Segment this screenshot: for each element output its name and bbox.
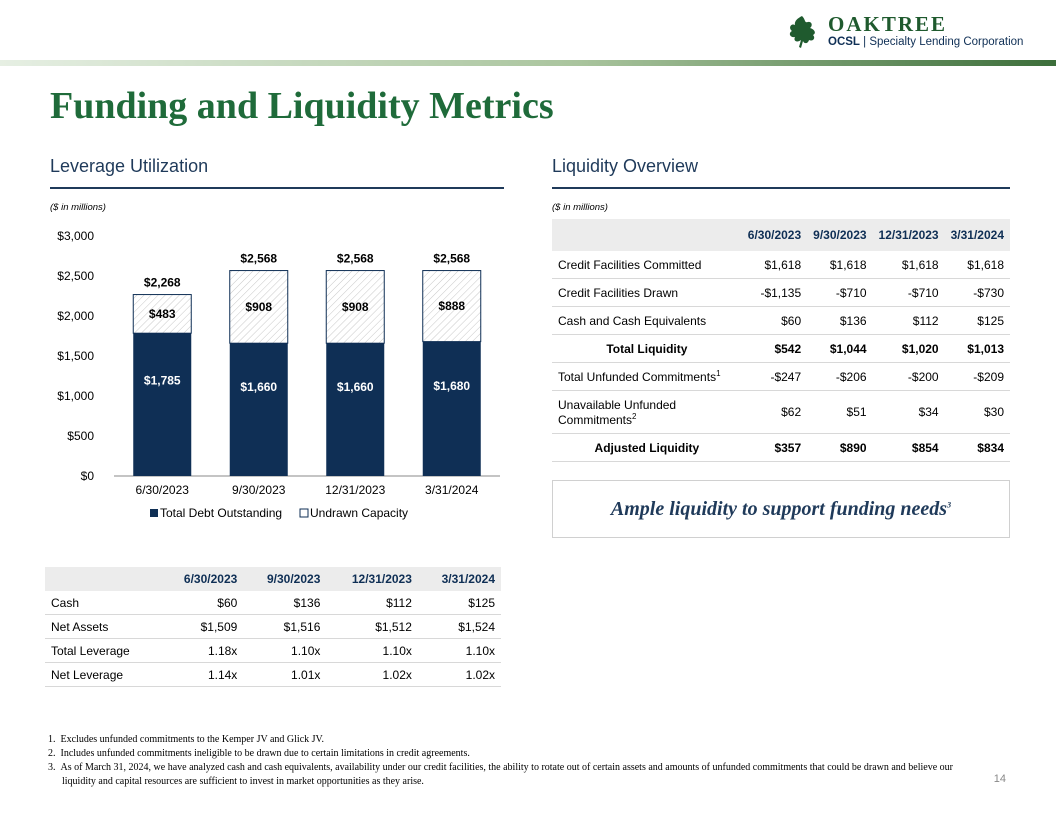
leverage-section-rule: [50, 187, 504, 189]
brand-name: OAKTREE: [828, 12, 948, 36]
cell-value: 1.02x: [326, 663, 418, 687]
callout-footnote-ref: 3: [947, 499, 952, 509]
leverage-row: [45, 639, 501, 663]
leverage-stacked-bar-chart: [40, 222, 510, 532]
y-tick-label: $2,000: [57, 309, 94, 323]
liquidity-row: [552, 434, 1010, 462]
row-label-text: Cash: [51, 595, 80, 610]
y-tick-label: $500: [67, 429, 94, 443]
cell-value: $357: [742, 434, 807, 462]
brand-separator: |: [859, 36, 870, 48]
cell-value: $890: [807, 434, 872, 462]
liquidity-unit-note: ($ in millions): [552, 202, 608, 213]
cell-value: 1.02x: [418, 663, 501, 687]
row-label: [552, 434, 742, 462]
cell-value: $62: [742, 391, 807, 434]
row-label: [552, 363, 742, 391]
cell-value: $136: [243, 591, 326, 615]
row-label-text: Unavailable Unfunded Commitments: [558, 397, 677, 427]
x-tick-label: 12/31/2023: [325, 483, 386, 497]
bar-total-debt: [133, 333, 191, 476]
cell-value: $34: [873, 391, 945, 434]
cell-value: $60: [160, 591, 243, 615]
cell-value: $1,020: [873, 335, 945, 363]
row-label-text: Net Assets: [51, 619, 109, 634]
footnote-3: 3. As of March 31, 2024, we have analyzed cash and cash equivalents, availability under our credit facilities, the ability to rotate out of certain assets and amounts of unfunded commitments that could be drawn and believe our liquidity and capital resources are sufficient to invest in market opportunities as they arise.: [48, 762, 953, 787]
row-label: [552, 279, 742, 307]
y-tick-label: $0: [80, 469, 94, 483]
cell-value: $834: [945, 434, 1010, 462]
cell-value: -$247: [742, 363, 807, 391]
cell-value: -$200: [873, 363, 945, 391]
header-3-31-2024: 3/31/2024: [945, 219, 1010, 251]
cell-value: $854: [873, 434, 945, 462]
ticker: OCSL: [828, 36, 860, 48]
cell-value: $112: [326, 591, 418, 615]
footnote-ref: 1: [716, 369, 721, 378]
legend-swatch-total-debt: [150, 509, 158, 517]
cell-value: $136: [807, 307, 872, 335]
cell-value: $1,013: [945, 335, 1010, 363]
total-data-label: $2,568: [240, 251, 278, 266]
cell-value: $1,618: [807, 251, 872, 279]
liquidity-row: [552, 307, 1010, 335]
cell-value: $30: [945, 391, 1010, 434]
cell-value: $60: [742, 307, 807, 335]
debt-data-label: $1,660: [240, 380, 278, 395]
cell-value: $1,618: [742, 251, 807, 279]
cell-value: $112: [873, 307, 945, 335]
header-12-31-2023: 12/31/2023: [873, 219, 945, 251]
undrawn-data-label: $908: [341, 299, 369, 314]
oak-leaf-icon: [784, 14, 820, 50]
header-3-31-2024: 3/31/2024: [418, 567, 501, 591]
row-label-text: Total Liquidity: [606, 341, 688, 356]
row-label-text: Net Leverage: [51, 667, 124, 682]
row-label: [552, 251, 742, 279]
row-label: [45, 591, 160, 615]
legend-swatch-undrawn: [300, 509, 308, 517]
cell-value: 1.18x: [160, 639, 243, 663]
cell-value: $1,524: [418, 615, 501, 639]
row-label: [45, 663, 160, 687]
row-label: [45, 615, 160, 639]
undrawn-data-label: $908: [245, 299, 273, 314]
cell-value: 1.10x: [418, 639, 501, 663]
liquidity-row: [552, 251, 1010, 279]
liquidity-row: [552, 279, 1010, 307]
header-6-30-2023: 6/30/2023: [742, 219, 807, 251]
row-label-text: Cash and Cash Equivalents: [558, 313, 707, 328]
header-band: [0, 60, 1056, 66]
cell-value: 1.01x: [243, 663, 326, 687]
header-9-30-2023: 9/30/2023: [807, 219, 872, 251]
row-label-text: Total Unfunded Commitments: [558, 370, 717, 384]
cell-value: $1,509: [160, 615, 243, 639]
cell-value: $1,516: [243, 615, 326, 639]
leverage-header-row: [45, 567, 501, 591]
footnotes: [48, 733, 978, 789]
cell-value: $51: [807, 391, 872, 434]
liquidity-section-rule: [552, 187, 1010, 189]
total-data-label: $2,568: [336, 251, 374, 266]
y-tick-label: $1,000: [57, 389, 94, 403]
y-tick-label: $1,500: [57, 349, 94, 363]
page-number: 14: [993, 773, 1006, 785]
callout-text: [611, 498, 951, 521]
cell-value: -$209: [945, 363, 1010, 391]
cell-value: $542: [742, 335, 807, 363]
liquidity-callout: [552, 480, 1010, 538]
footnote-1: 1. Excludes unfunded commitments to the Kemper JV and Glick JV.: [48, 734, 324, 745]
row-label: [552, 391, 742, 434]
undrawn-data-label: $888: [438, 299, 466, 314]
header-12-31-2023: 12/31/2023: [326, 567, 418, 591]
debt-data-label: $1,660: [336, 380, 374, 395]
bar-total-debt: [230, 343, 288, 476]
total-data-label: $2,568: [433, 251, 471, 266]
y-tick-label: $3,000: [57, 229, 94, 243]
cell-value: $125: [418, 591, 501, 615]
cell-value: 1.10x: [326, 639, 418, 663]
cell-value: 1.10x: [243, 639, 326, 663]
liquidity-row: [552, 391, 1010, 434]
x-tick-label: 9/30/2023: [232, 483, 286, 497]
leverage-unit-note: ($ in millions): [50, 202, 106, 213]
cell-value: $1,044: [807, 335, 872, 363]
header-blank: [552, 219, 742, 251]
header-6-30-2023: 6/30/2023: [160, 567, 243, 591]
liquidity-overview-table: [552, 219, 1010, 462]
liquidity-row: [552, 335, 1010, 363]
cell-value: -$710: [873, 279, 945, 307]
x-tick-label: 3/31/2024: [425, 483, 479, 497]
total-data-label: $2,268: [143, 275, 181, 290]
y-tick-label: $2,500: [57, 269, 94, 283]
header-9-30-2023: 9/30/2023: [243, 567, 326, 591]
callout-text-body: Ample liquidity to support funding needs: [610, 497, 948, 520]
bar-total-debt: [326, 343, 384, 476]
cell-value: -$730: [945, 279, 1010, 307]
cell-value: $1,618: [873, 251, 945, 279]
row-label-text: Adjusted Liquidity: [594, 440, 700, 455]
legend-label-total-debt: Total Debt Outstanding: [160, 506, 283, 520]
brand-subtitle: [828, 36, 1023, 48]
cell-value: $125: [945, 307, 1010, 335]
row-label-text: Total Leverage: [51, 643, 130, 658]
row-label: [45, 639, 160, 663]
legend-label-undrawn: Undrawn Capacity: [310, 506, 409, 520]
cell-value: -$1,135: [742, 279, 807, 307]
cell-value: -$206: [807, 363, 872, 391]
x-tick-label: 6/30/2023: [135, 483, 189, 497]
cell-value: $1,512: [326, 615, 418, 639]
leverage-row: [45, 663, 501, 687]
leverage-row: [45, 615, 501, 639]
leverage-section-title: Leverage Utilization: [50, 156, 209, 176]
company-name: Specialty Lending Corporation: [869, 36, 1024, 48]
row-label: [552, 335, 742, 363]
row-label-text: Credit Facilities Drawn: [558, 285, 679, 300]
leverage-row: [45, 591, 501, 615]
header-blank: [45, 567, 160, 591]
cell-value: -$710: [807, 279, 872, 307]
liquidity-header-row: [552, 219, 1010, 251]
cell-value: 1.14x: [160, 663, 243, 687]
liquidity-row: [552, 363, 1010, 391]
undrawn-data-label: $483: [148, 306, 176, 321]
liquidity-section-title: Liquidity Overview: [552, 156, 699, 176]
page-title: Funding and Liquidity Metrics: [50, 85, 554, 127]
footnote-2: 2. Includes unfunded commitments ineligible to be drawn due to certain limitations in credit agreements.: [48, 748, 470, 759]
bar-total-debt: [423, 342, 481, 476]
cell-value: $1,618: [945, 251, 1010, 279]
footnote-ref: 2: [632, 411, 637, 421]
company-logo: [784, 12, 1024, 52]
row-label: [552, 307, 742, 335]
debt-data-label: $1,680: [433, 378, 471, 393]
debt-data-label: $1,785: [143, 373, 181, 388]
leverage-metrics-table: [45, 567, 501, 687]
row-label-text: Credit Facilities Committed: [558, 257, 702, 272]
